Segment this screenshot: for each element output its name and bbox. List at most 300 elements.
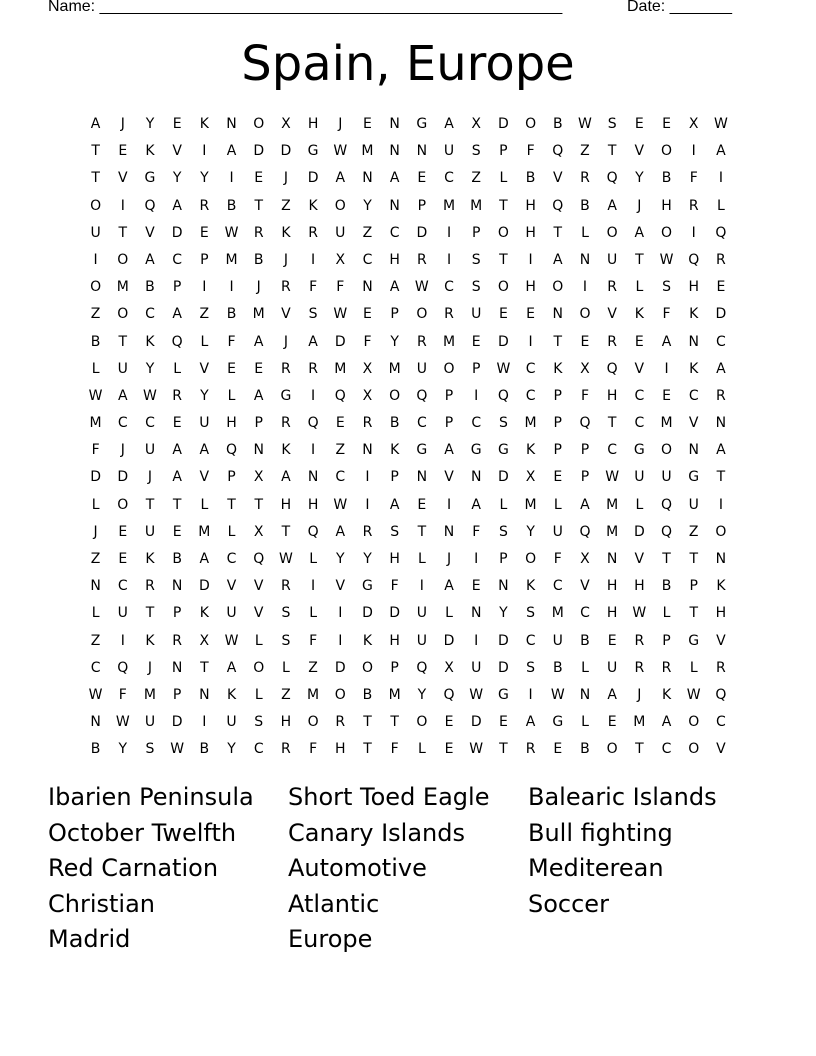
grid-letter: U: [688, 496, 699, 513]
grid-letter: N: [389, 143, 400, 160]
grid-letter: A: [172, 469, 182, 486]
grid-letter: N: [199, 686, 210, 703]
grid-row: [82, 655, 735, 682]
grid-letter: Q: [579, 415, 591, 432]
grid-letter: O: [416, 714, 428, 731]
grid-letter: L: [91, 496, 100, 513]
grid-letter: X: [688, 116, 699, 132]
grid-letter: I: [664, 360, 669, 377]
grid-row: [82, 220, 735, 247]
grid-letter: R: [416, 251, 427, 268]
grid-letter: L: [227, 387, 236, 404]
grid-letter: U: [552, 632, 563, 649]
grid-letter: U: [416, 360, 427, 377]
grid-letter: U: [226, 605, 237, 622]
grid-letter: V: [172, 143, 182, 160]
word-list-item: Ibarien Peninsula: [48, 783, 254, 811]
grid-letter: L: [417, 551, 426, 567]
grid-letter: R: [444, 306, 454, 323]
grid-letter: W: [333, 306, 348, 323]
grid-letter: O: [90, 197, 102, 214]
grid-letter: T: [689, 605, 698, 622]
grid-letter: G: [552, 714, 564, 731]
grid-letter: L: [445, 605, 453, 622]
grid-letter: B: [226, 306, 237, 323]
grid-letter: V: [145, 224, 155, 241]
grid-letter: K: [199, 116, 209, 132]
grid-letter: P: [553, 387, 562, 404]
grid-letter: N: [688, 442, 699, 459]
grid-letter: H: [661, 197, 672, 214]
grid-letter: J: [446, 551, 452, 567]
grid-letter: T: [553, 224, 563, 241]
grid-letter: R: [525, 741, 536, 758]
grid-letter: T: [145, 605, 155, 622]
grid-letter: I: [474, 387, 479, 404]
grid-letter: N: [606, 551, 618, 567]
grid-letter: T: [716, 469, 726, 486]
grid-letter: Q: [661, 496, 673, 513]
grid-row: [82, 682, 735, 709]
grid-letter: X: [281, 116, 291, 132]
grid-letter: A: [253, 333, 264, 350]
grid-letter: C: [117, 578, 128, 595]
grid-letter: H: [335, 741, 346, 758]
grid-letter: T: [281, 523, 291, 540]
grid-letter: I: [93, 251, 98, 268]
grid-letter: M: [198, 523, 211, 540]
grid-letter: P: [580, 469, 590, 486]
grid-letter: A: [389, 170, 400, 187]
grid-letter: L: [499, 496, 508, 513]
grid-letter: S: [390, 523, 400, 540]
grid-letter: M: [524, 496, 537, 513]
grid-letter: C: [552, 578, 563, 595]
grid-letter: D: [198, 578, 210, 595]
grid-letter: P: [200, 251, 209, 268]
grid-letter: Y: [145, 360, 155, 377]
grid-letter: T: [91, 143, 100, 160]
grid-letter: N: [389, 116, 400, 132]
grid-letter: T: [607, 143, 617, 160]
grid-letter: H: [606, 605, 618, 622]
grid-letter: M: [116, 279, 129, 296]
grid-letter: C: [117, 415, 128, 432]
grid-letter: F: [309, 741, 318, 758]
grid-letter: R: [580, 170, 590, 187]
grid-letter: P: [580, 442, 590, 459]
grid-letter: A: [199, 551, 210, 567]
grid-letter: E: [199, 224, 209, 241]
grid-letter: E: [254, 170, 264, 187]
grid-letter: N: [715, 415, 727, 432]
grid-letter: R: [281, 578, 291, 595]
grid-letter: W: [143, 387, 157, 404]
grid-letter: W: [333, 496, 348, 513]
grid-letter: O: [334, 686, 346, 703]
grid-letter: D: [498, 333, 509, 350]
grid-letter: A: [661, 714, 672, 731]
grid-letter: K: [689, 306, 699, 323]
grid-letter: R: [661, 659, 672, 676]
grid-letter: H: [525, 224, 536, 241]
grid-letter: V: [444, 469, 454, 486]
grid-letter: G: [280, 387, 292, 404]
grid-row: [82, 193, 735, 220]
grid-letter: I: [365, 469, 370, 486]
grid-letter: S: [526, 605, 536, 622]
word-list-item: Europe: [288, 925, 373, 954]
grid-letter: M: [388, 360, 401, 377]
grid-letter: J: [120, 442, 125, 459]
grid-letter: Y: [635, 170, 644, 187]
grid-letter: M: [334, 360, 347, 377]
grid-letter: C: [525, 387, 536, 404]
grid-letter: A: [444, 116, 454, 132]
grid-letter: R: [281, 741, 291, 758]
grid-letter: V: [552, 170, 563, 187]
grid-letter: H: [226, 415, 237, 432]
grid-letter: T: [200, 659, 209, 676]
grid-letter: D: [253, 143, 265, 160]
grid-letter: T: [607, 415, 617, 432]
grid-letter: D: [498, 632, 509, 649]
grid-letter: L: [717, 197, 725, 214]
grid-letter: W: [686, 686, 701, 703]
grid-letter: J: [256, 279, 261, 296]
grid-letter: Y: [172, 170, 182, 187]
grid-letter: N: [416, 143, 428, 160]
grid-letter: P: [390, 306, 399, 323]
grid-letter: B: [90, 741, 101, 758]
grid-letter: P: [553, 442, 562, 459]
grid-letter: Y: [363, 551, 372, 567]
grid-letter: K: [661, 686, 672, 703]
word-list-item: Bull fighting: [528, 818, 673, 847]
grid-letter: R: [281, 360, 291, 377]
grid-letter: F: [363, 333, 372, 350]
grid-letter: L: [173, 360, 182, 377]
grid-letter: Z: [688, 523, 699, 540]
grid-letter: A: [172, 306, 182, 323]
grid-letter: N: [307, 469, 319, 486]
grid-row: [82, 356, 735, 383]
grid-letter: I: [446, 251, 452, 268]
grid-letter: U: [144, 523, 156, 540]
grid-letter: A: [308, 333, 318, 350]
grid-letter: O: [688, 714, 700, 731]
grid-letter: R: [308, 224, 318, 241]
grid-letter: L: [553, 496, 562, 513]
grid-letter: D: [117, 469, 129, 486]
grid-letter: Y: [417, 686, 427, 703]
grid-letter: F: [91, 442, 100, 459]
grid-letter: G: [307, 143, 319, 160]
grid-letter: I: [120, 197, 125, 214]
grid-letter: E: [634, 116, 644, 132]
grid-letter: C: [525, 632, 536, 649]
grid-letter: E: [498, 306, 508, 323]
grid-letter: M: [470, 197, 483, 214]
grid-letter: D: [334, 333, 346, 350]
grid-letter: U: [552, 523, 563, 540]
grid-letter: E: [172, 415, 182, 432]
grid-letter: N: [171, 578, 183, 595]
grid-letter: T: [254, 496, 263, 513]
grid-letter: I: [718, 170, 723, 187]
grid-letter: J: [147, 469, 153, 486]
grid-letter: V: [226, 578, 237, 595]
grid-letter: L: [309, 605, 317, 622]
grid-letter: B: [253, 251, 264, 268]
grid-letter: W: [605, 469, 620, 486]
grid-letter: W: [713, 116, 728, 132]
grid-letter: M: [89, 415, 102, 432]
grid-letter: V: [117, 170, 128, 187]
grid-letter: U: [416, 632, 427, 649]
grid-letter: A: [281, 469, 291, 486]
grid-letter: D: [498, 116, 509, 132]
grid-letter: C: [145, 306, 155, 323]
grid-letter: K: [145, 551, 155, 567]
grid-letter: X: [253, 469, 264, 486]
grid-letter: J: [120, 116, 125, 132]
grid-letter: N: [253, 442, 264, 459]
grid-letter: D: [307, 170, 319, 187]
grid-letter: Q: [443, 686, 455, 703]
grid-letter: E: [118, 551, 128, 567]
grid-letter: E: [118, 143, 128, 160]
word-list-item: Atlantic: [288, 889, 380, 918]
grid-letter: F: [526, 143, 535, 160]
word-list-item: Mediterean: [528, 854, 664, 883]
grid-letter: T: [390, 714, 399, 731]
grid-letter: U: [607, 659, 618, 676]
grid-letter: I: [419, 578, 424, 595]
grid-letter: R: [634, 659, 645, 676]
grid-letter: R: [688, 197, 699, 214]
grid-letter: Y: [200, 170, 209, 187]
grid-letter: O: [688, 741, 700, 758]
grid-letter: I: [311, 442, 316, 459]
grid-letter: D: [715, 306, 727, 323]
grid-letter: E: [607, 714, 617, 731]
grid-letter: K: [634, 306, 644, 323]
grid-letter: U: [661, 469, 672, 486]
grid-letter: V: [199, 469, 210, 486]
grid-letter: D: [443, 632, 455, 649]
grid-letter: P: [172, 279, 182, 296]
grid-letter: N: [389, 197, 400, 214]
grid-letter: O: [525, 116, 537, 132]
grid-row: [82, 573, 735, 600]
grid-letter: B: [226, 197, 237, 214]
grid-letter: I: [120, 632, 125, 649]
grid-letter: O: [661, 224, 673, 241]
grid-letter: H: [307, 496, 319, 513]
grid-letter: E: [498, 714, 508, 731]
grid-letter: S: [662, 279, 671, 296]
grid-letter: B: [580, 197, 590, 214]
grid-letter: X: [471, 116, 482, 132]
grid-letter: N: [470, 605, 482, 622]
grid-letter: A: [335, 170, 346, 187]
grid-letter: R: [281, 415, 291, 432]
grid-letter: I: [446, 224, 452, 241]
grid-letter: Q: [117, 659, 129, 676]
grid-letter: H: [307, 116, 319, 132]
grid-letter: T: [499, 741, 508, 758]
grid-letter: F: [118, 686, 127, 703]
grid-letter: R: [145, 578, 155, 595]
grid-letter: V: [688, 415, 699, 432]
grid-letter: O: [606, 741, 618, 758]
grid-letter: W: [115, 714, 130, 731]
grid-letter: W: [88, 686, 103, 703]
grid-letter: E: [716, 279, 726, 296]
grid-letter: N: [90, 714, 101, 731]
grid-letter: S: [145, 741, 155, 758]
grid-letter: N: [362, 170, 373, 187]
grid-letter: P: [444, 415, 454, 432]
word-column: [288, 780, 528, 958]
grid-letter: D: [633, 523, 645, 540]
grid-letter: F: [553, 551, 562, 567]
grid-letter: P: [390, 469, 399, 486]
grid-letter: C: [444, 279, 454, 296]
grid-letter: N: [579, 251, 591, 268]
grid-letter: U: [443, 143, 455, 160]
grid-letter: W: [333, 143, 348, 160]
grid-letter: L: [581, 224, 589, 241]
grid-letter: L: [581, 714, 589, 731]
grid-letter: H: [389, 251, 400, 268]
grid-letter: Q: [715, 686, 727, 703]
grid-letter: P: [390, 659, 399, 676]
grid-letter: E: [471, 578, 481, 595]
grid-letter: I: [311, 387, 316, 404]
grid-letter: D: [171, 224, 183, 241]
grid-letter: Z: [308, 659, 318, 676]
grid-letter: N: [416, 469, 428, 486]
grid-letter: T: [662, 551, 671, 567]
grid-letter: T: [254, 197, 263, 214]
grid-letter: Z: [362, 224, 373, 241]
grid-letter: U: [607, 251, 618, 268]
grid-letter: O: [497, 224, 509, 241]
grid-letter: F: [662, 306, 671, 323]
grid-letter: Q: [606, 360, 618, 377]
grid-letter: C: [362, 251, 373, 268]
grid-letter: V: [607, 306, 617, 323]
grid-letter: Y: [526, 523, 535, 540]
grid-letter: Q: [579, 523, 591, 540]
grid-row: [82, 247, 735, 274]
grid-letter: Y: [336, 551, 345, 567]
grid-letter: Q: [253, 551, 265, 567]
grid-letter: Z: [90, 551, 101, 567]
grid-letter: N: [171, 659, 183, 676]
grid-letter: H: [634, 578, 645, 595]
grid-letter: C: [688, 387, 699, 404]
grid-letter: F: [227, 333, 236, 350]
grid-letter: L: [309, 551, 317, 567]
grid-letter: O: [361, 659, 373, 676]
grid-letter: X: [580, 551, 590, 567]
grid-letter: C: [145, 415, 155, 432]
grid-letter: T: [553, 333, 563, 350]
grid-letter: H: [525, 197, 536, 214]
grid-letter: U: [144, 442, 156, 459]
grid-letter: P: [172, 686, 182, 703]
grid-letter: N: [443, 523, 455, 540]
grid-letter: J: [93, 523, 98, 540]
grid-letter: H: [606, 578, 618, 595]
grid-letter: W: [224, 224, 239, 241]
grid-letter: L: [417, 741, 426, 758]
grid-letter: R: [253, 224, 264, 241]
grid-letter: E: [607, 632, 617, 649]
grid-letter: P: [471, 360, 481, 377]
grid-letter: S: [607, 116, 617, 132]
grid-letter: Q: [661, 523, 673, 540]
grid-letter: C: [335, 469, 346, 486]
grid-letter: T: [363, 714, 372, 731]
grid-letter: I: [528, 686, 533, 703]
grid-letter: N: [90, 578, 101, 595]
grid-letter: K: [553, 360, 563, 377]
grid-letter: R: [416, 333, 427, 350]
grid-letter: L: [581, 659, 589, 676]
grid-letter: M: [361, 143, 374, 160]
grid-letter: Z: [90, 632, 101, 649]
grid-letter: W: [496, 360, 511, 377]
grid-letter: S: [281, 605, 291, 622]
grid-letter: L: [689, 659, 698, 676]
word-list-item: October Twelfth: [48, 818, 237, 847]
grid-letter: W: [550, 686, 565, 703]
grid-letter: K: [145, 143, 155, 160]
grid-letter: X: [580, 360, 590, 377]
grid-letter: W: [469, 686, 484, 703]
grid-letter: Y: [363, 197, 372, 214]
grid-letter: L: [254, 686, 263, 703]
word-list-item: Automotive: [288, 854, 427, 883]
grid-letter: D: [498, 659, 509, 676]
grid-letter: C: [525, 360, 536, 377]
grid-letter: V: [199, 360, 210, 377]
grid-letter: M: [606, 523, 619, 540]
grid-letter: B: [145, 279, 155, 296]
grid-letter: C: [90, 659, 101, 676]
grid-letter: J: [283, 333, 288, 350]
grid-letter: S: [498, 523, 508, 540]
grid-letter: I: [528, 251, 533, 268]
grid-letter: L: [200, 333, 209, 350]
grid-letter: B: [199, 741, 210, 758]
grid-letter: M: [388, 686, 401, 703]
grid-letter: P: [471, 224, 481, 241]
grid-letter: H: [389, 551, 400, 567]
page-title: Spain, Europe: [241, 36, 575, 92]
grid-letter: V: [634, 143, 645, 160]
grid-letter: X: [253, 523, 264, 540]
grid-letter: N: [498, 578, 509, 595]
grid-letter: I: [474, 551, 479, 567]
grid-letter: R: [308, 360, 318, 377]
grid-letter: V: [253, 578, 264, 595]
grid-letter: A: [525, 714, 536, 731]
